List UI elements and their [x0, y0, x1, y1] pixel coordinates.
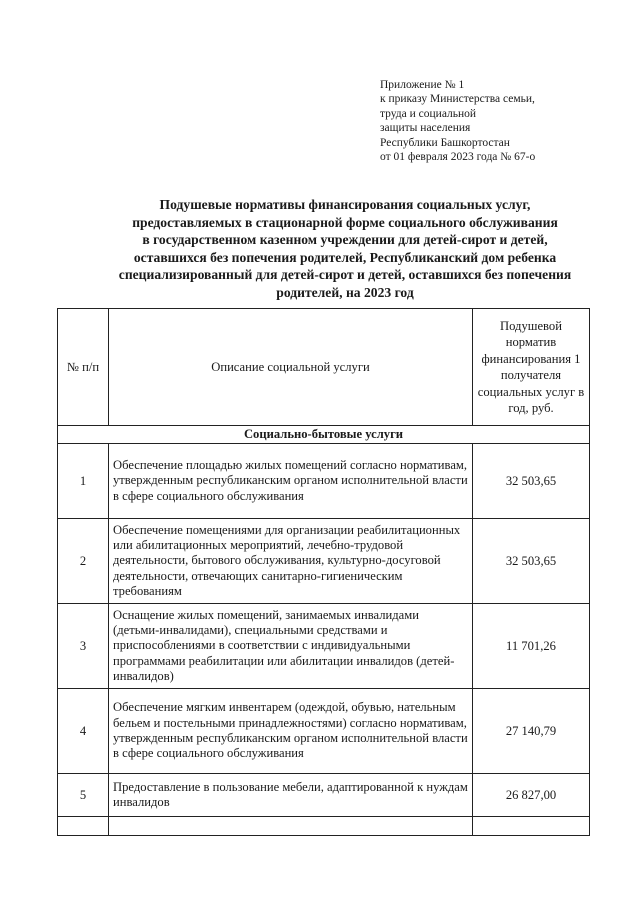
table-row [58, 774, 590, 817]
row-num: 4 [58, 689, 109, 774]
row-description: Обеспечение помещениями для организации реабилитационных или абилитационных мероприятий, лечебно-трудовой деятельности, бытового обслуживания, культурно-досуговой деятельности, отвечающих санитарно-гигиеническим требованиям [109, 519, 473, 604]
title-line: специализированный для детей-сирот и детей, оставшихся без попечения [118, 267, 572, 283]
title-line: в государственном казенном учреждении для детей-сирот и детей, [142, 232, 548, 248]
header-num: № п/п [58, 309, 109, 426]
section-title: Социально-бытовые услуги [58, 426, 590, 444]
header-description: Описание социальной услуги [109, 309, 473, 426]
row-description: Обеспечение площадью жилых помещений согласно нормативам, утвержденным республиканским органом исполнительной власти в сфере социального обслуживания [109, 444, 473, 519]
appendix-line: Республики Башкортостан [380, 136, 510, 149]
services-table [57, 308, 590, 836]
appendix-line: от 01 февраля 2023 года № 67-о [380, 151, 536, 164]
table-row [58, 444, 590, 519]
title-line: родителей, на 2023 год [276, 284, 414, 300]
appendix-line: труда и социальной [380, 107, 477, 120]
empty-cell [473, 817, 590, 836]
row-description: Предоставление в пользование мебели, адаптированной к нуждам инвалидов [109, 774, 473, 817]
row-num: 1 [58, 444, 109, 519]
table-row [58, 604, 590, 689]
table-row-continuation [58, 817, 590, 836]
appendix-line: Приложение № 1 [380, 79, 465, 91]
row-num: 3 [58, 604, 109, 689]
row-value: 26 827,00 [473, 774, 590, 817]
title-line: предоставляемых в стационарной форме социального обслуживания [132, 214, 558, 230]
row-value: 32 503,65 [473, 519, 590, 604]
table-row [58, 519, 590, 604]
empty-cell [58, 817, 109, 836]
row-num: 2 [58, 519, 109, 604]
row-description: Обеспечение мягким инвентарем (одеждой, обувью, нательным бельем и постельными принадлежностями) согласно нормативам, утвержденным республиканским органом исполнительной власти в сфере социального обслуживания [109, 689, 473, 774]
appendix-block [380, 78, 535, 164]
title-line: Подушевые нормативы финансирования социальных услуг, [159, 197, 531, 212]
row-value: 27 140,79 [473, 689, 590, 774]
header-norm: Подушевой норматив финансирования 1 получателя социальных услуг в год, руб. [473, 309, 590, 426]
row-description: Оснащение жилых помещений, занимаемых инвалидами (детьми-инвалидами), специальными средствами и приспособлениями в соответствии с индивидуальными программами реабилитации или абилитации инвалидов (детей-инвалидов) [109, 604, 473, 689]
row-value: 32 503,65 [473, 444, 590, 519]
table-row [58, 689, 590, 774]
appendix-line: защиты населения [380, 122, 471, 135]
section-row [58, 426, 590, 444]
appendix-line: к приказу Министерства семьи, [380, 93, 535, 106]
empty-cell [109, 817, 473, 836]
row-num: 5 [58, 774, 109, 817]
document-title [75, 196, 615, 302]
row-value: 11 701,26 [473, 604, 590, 689]
title-line: оставшихся без попечения родителей, Республиканский дом ребенка [133, 249, 557, 265]
table-header-row [58, 309, 590, 426]
